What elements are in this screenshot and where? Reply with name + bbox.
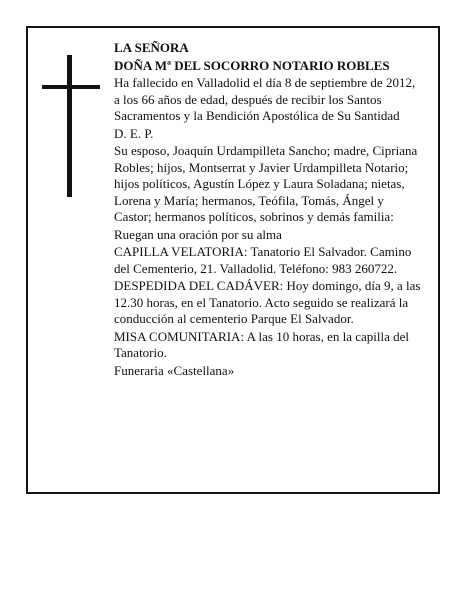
cross-horizontal-bar [42, 85, 100, 89]
community-mass-info: MISA COMUNITARIA: A las 10 horas, en la capilla del Tanatorio. [114, 328, 410, 360]
funeral-home: Funeraria «Castellana» [114, 362, 235, 378]
obituary-notice [26, 26, 440, 494]
funeral-farewell-info: DESPEDIDA DEL CADÁVER: Hoy domingo, día 9, a las 12.30 horas, en el Tanatorio. Acto seguido se realizará la conducción al cementerio Parque El Salvador. [114, 278, 421, 326]
family-list: Su esposo, Joaquín Urdampilleta Sancho; madre, Cipriana Robles; hijos, Montserrat y Javier Urdampilleta Notario; hijos políticos, Agustín López y Laura Soladana; nietas, Lorena y María; hermanos, Teófila, Tomás, Ángel y Castor; hermanos políticos, sobrinos y demás familia: [114, 143, 418, 224]
wake-chapel-info: CAPILLA VELATORIA: Tanatorio El Salvador. Camino del Cementerio, 21. Valladolid. Teléfono: 983 260722. [114, 244, 412, 276]
prayer-request: Ruegan una oración por su alma [114, 226, 282, 242]
notice-text [114, 40, 424, 380]
death-announcement: Ha fallecido en Valladolid el día 8 de septiembre de 2012, a los 66 años de edad, después de recibir los Santos Sacramentos y la Bendición Apostólica de Su Santidad [114, 75, 416, 123]
cross-vertical-bar [67, 55, 72, 197]
rip-line: D. E. P. [114, 125, 154, 141]
deceased-name: DOÑA Mª DEL SOCORRO NOTARIO ROBLES [114, 57, 390, 73]
notice-heading: LA SEÑORA [114, 40, 189, 55]
cross-icon [42, 55, 100, 197]
